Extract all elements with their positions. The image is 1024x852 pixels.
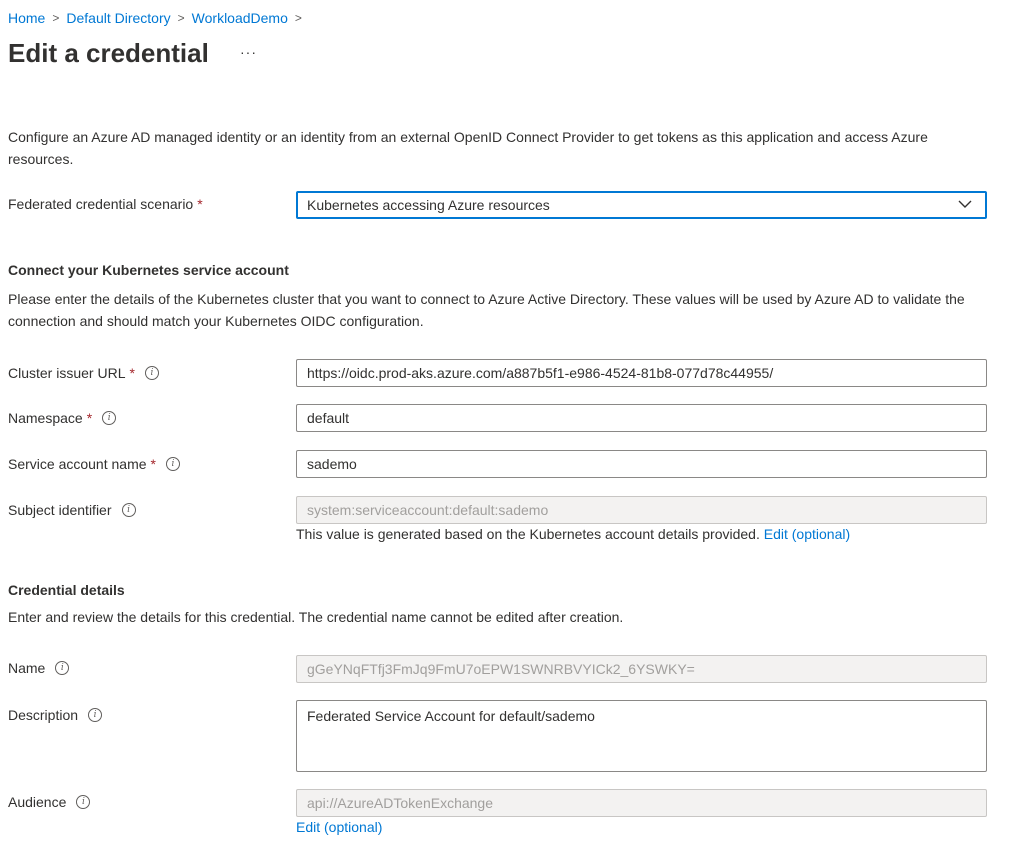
- more-options-button[interactable]: ···: [240, 44, 257, 60]
- cluster-issuer-label-text: Cluster issuer URL: [8, 365, 126, 381]
- info-icon[interactable]: i: [166, 457, 180, 471]
- audience-label-text: Audience: [8, 794, 67, 810]
- breadcrumb-workloaddemo[interactable]: WorkloadDemo: [191, 10, 288, 26]
- service-account-name-input[interactable]: sademo: [296, 450, 987, 478]
- required-marker: *: [197, 196, 203, 212]
- k8s-section-title: Connect your Kubernetes service account: [8, 262, 289, 278]
- subject-identifier-label: [8, 498, 136, 522]
- cluster-issuer-url-input[interactable]: https://oidc.prod-aks.azure.com/a887b5f1-e986-4524-81b8-077d78c44955/: [296, 359, 987, 387]
- scenario-dropdown[interactable]: [296, 191, 987, 219]
- subject-identifier-input: system:serviceaccount:default:sademo: [296, 496, 987, 524]
- intro-text: Configure an Azure AD managed identity or an identity from an external OpenID Connect Provider to get tokens as this application and access Azure resources.: [8, 129, 928, 167]
- namespace-label-text: Namespace: [8, 410, 83, 426]
- description-textarea[interactable]: Federated Service Account for default/sademo: [296, 700, 987, 772]
- subject-identifier-label-text: Subject identifier: [8, 502, 112, 518]
- cluster-issuer-label: [8, 361, 159, 385]
- audience-edit-link[interactable]: Edit (optional): [296, 819, 383, 835]
- k8s-section-desc: Please enter the details of the Kubernetes cluster that you want to connect to Azure Active Directory. These values will be used by Azure AD to validate the connection and should match your Kubernetes OIDC configuration.: [8, 291, 965, 329]
- required-marker: *: [129, 365, 135, 381]
- name-label: [8, 656, 69, 680]
- credential-name-input: gGeYNqFTfj3FmJq9FmU7oEPW1SWNRBVYICk2_6YSWKY=: [296, 655, 987, 683]
- namespace-label: [8, 406, 116, 430]
- info-icon[interactable]: i: [145, 366, 159, 380]
- info-icon[interactable]: i: [76, 795, 90, 809]
- info-icon[interactable]: i: [88, 708, 102, 722]
- cred-section-title: Credential details: [8, 582, 125, 598]
- service-account-label-text: Service account name: [8, 456, 147, 472]
- subject-helper-text: This value is generated based on the Kubernetes account details provided.: [296, 526, 760, 542]
- audience-label: [8, 790, 90, 814]
- description-label-text: Description: [8, 707, 79, 723]
- breadcrumb-separator: >: [177, 11, 185, 25]
- info-icon[interactable]: i: [102, 411, 116, 425]
- scenario-label: [8, 192, 203, 216]
- breadcrumb-default-directory[interactable]: Default Directory: [66, 10, 171, 26]
- chevron-down-icon: [957, 196, 973, 212]
- breadcrumb: [8, 8, 309, 28]
- breadcrumb-home[interactable]: Home: [8, 10, 46, 26]
- required-marker: *: [86, 410, 93, 426]
- cred-section-desc: Enter and review the details for this credential. The credential name cannot be edited after creation.: [8, 609, 624, 625]
- breadcrumb-separator: >: [52, 11, 60, 25]
- subject-edit-link[interactable]: Edit (optional): [763, 526, 851, 542]
- page-title: Edit a credential: [8, 38, 209, 68]
- required-marker: *: [150, 456, 156, 472]
- info-icon[interactable]: i: [55, 661, 69, 675]
- breadcrumb-separator: >: [294, 11, 302, 25]
- subject-helper: [296, 526, 850, 542]
- description-label: [8, 703, 102, 727]
- audience-edit-wrapper: [296, 819, 382, 835]
- audience-input: api://AzureADTokenExchange: [296, 789, 987, 817]
- service-account-label: [8, 452, 180, 476]
- info-icon[interactable]: i: [122, 503, 136, 517]
- name-label-text: Name: [8, 660, 46, 676]
- namespace-input[interactable]: default: [296, 404, 987, 432]
- scenario-label-text: Federated credential scenario: [8, 196, 194, 212]
- scenario-selected-value: Kubernetes accessing Azure resources: [307, 197, 550, 213]
